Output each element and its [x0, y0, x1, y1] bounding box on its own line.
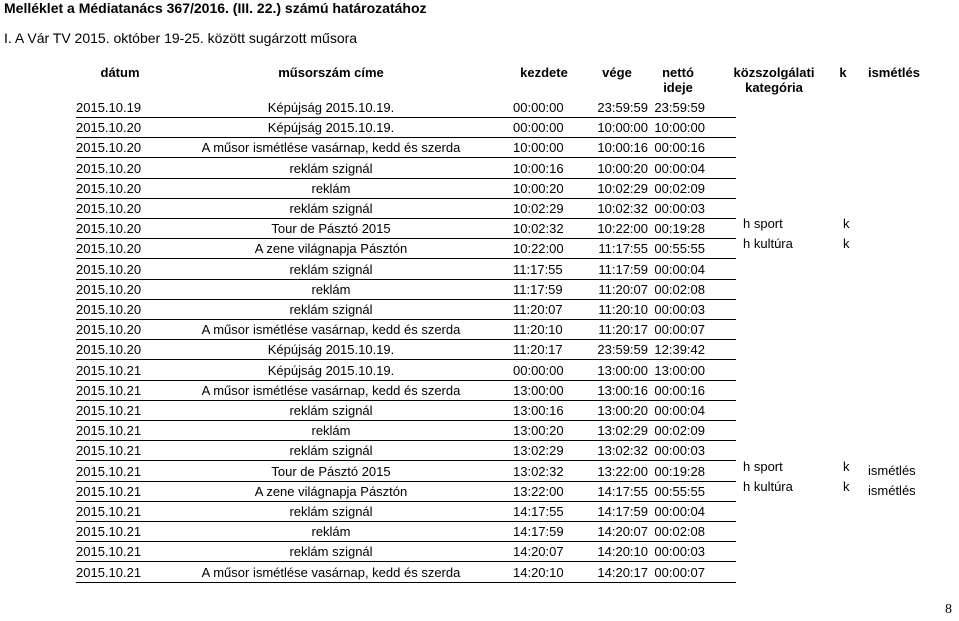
table-row: [76, 118, 736, 138]
document-subtitle: I. A Vár TV 2015. október 19-25. között sugárzott műsora: [4, 30, 358, 46]
cell-date: 2015.10.21: [76, 382, 142, 398]
cell-start: 14:20:07: [513, 544, 564, 560]
document-title: Melléklet a Médiatanács 367/2016. (III. 22.) számú határozatához: [4, 0, 427, 16]
cell-start: 11:17:59: [513, 281, 563, 297]
header-net-line2: ideje: [663, 80, 693, 95]
cell-end: 13:00:00: [597, 362, 648, 378]
table-row: [76, 138, 736, 158]
cell-start: 13:00:20: [513, 423, 564, 439]
header-net-duration: [640, 65, 716, 95]
cell-date: 2015.10.19: [76, 100, 142, 115]
cell-start: 13:22:00: [513, 483, 564, 499]
header-program-title: műsorszám címe: [278, 65, 384, 80]
cell-start: 13:02:29: [513, 443, 564, 459]
cell-end: 14:17:55: [597, 483, 648, 499]
cell-end: 11:17:59: [598, 261, 648, 277]
cell-program-title: A műsor ismétlése vasárnap, kedd és szerda: [201, 564, 461, 580]
cell-end: 13:02:32: [597, 443, 648, 459]
cell-date: 2015.10.21: [76, 463, 142, 479]
cell-end: 23:59:59: [597, 342, 648, 358]
cell-date: 2015.10.21: [76, 504, 142, 519]
cell-start: 10:00:20: [513, 180, 564, 196]
cell-date: 2015.10.21: [76, 564, 142, 580]
cell-date: 2015.10.21: [76, 483, 142, 499]
cell-start: 14:20:10: [513, 564, 564, 580]
table-row: [76, 522, 736, 542]
cell-public-category: h sport: [743, 458, 783, 474]
cell-net-duration: 00:00:16: [654, 382, 705, 398]
cell-program-title: Képújság 2015.10.19.: [267, 100, 395, 115]
cell-program-title: reklám szignál: [289, 201, 373, 216]
cell-net-duration: 00:00:04: [654, 504, 705, 519]
cell-net-duration: 00:19:28: [654, 463, 705, 479]
cell-net-duration: 00:00:07: [654, 564, 705, 580]
cell-program-title: reklám szignál: [289, 443, 373, 459]
cell-start: 00:00:00: [513, 362, 564, 378]
table-row: [76, 320, 736, 340]
cell-public-category: h kultúra: [743, 236, 793, 252]
cell-program-title: reklám szignál: [289, 160, 373, 176]
cell-start: 00:00:00: [513, 100, 564, 115]
cell-net-duration: 00:00:03: [654, 302, 705, 317]
cell-program-title: A műsor ismétlése vasárnap, kedd és szerda: [201, 140, 461, 156]
cell-repeat: ismétlés: [868, 482, 916, 498]
table-row: [76, 219, 736, 239]
cell-start: 13:00:16: [513, 403, 564, 418]
table-row: [76, 340, 736, 360]
cell-start: 11:20:17: [513, 342, 563, 358]
cell-net-duration: 00:00:04: [654, 160, 705, 176]
cell-date: 2015.10.20: [76, 180, 142, 196]
cell-program-title: reklám szignál: [289, 261, 373, 277]
table-row: [76, 421, 736, 441]
cell-end: 10:00:16: [597, 140, 648, 156]
table-row: [76, 502, 736, 522]
table-row: [76, 239, 736, 259]
page-number: 8: [945, 602, 952, 617]
table-row: [76, 199, 736, 219]
cell-end: 13:02:29: [597, 423, 648, 439]
cell-end: 13:22:00: [597, 463, 648, 479]
cell-net-duration: 12:39:42: [654, 342, 705, 358]
cell-program-title: A műsor ismétlése vasárnap, kedd és szerda: [201, 382, 461, 398]
cell-program-title: reklám szignál: [289, 302, 373, 317]
cell-program-title: reklám: [311, 423, 351, 439]
cell-program-title: reklám szignál: [289, 403, 373, 418]
cell-end: 10:22:00: [597, 221, 648, 237]
cell-date: 2015.10.20: [76, 221, 142, 237]
cell-end: 11:20:17: [598, 322, 648, 338]
table-row: [76, 482, 736, 502]
table-row: [76, 542, 736, 562]
cell-k: k: [843, 458, 850, 474]
cell-start: 00:00:00: [513, 120, 564, 136]
cell-date: 2015.10.21: [76, 362, 142, 378]
cell-net-duration: 00:55:55: [654, 241, 705, 257]
cell-start: 10:02:32: [513, 221, 564, 237]
table-row: [76, 441, 736, 461]
cell-date: 2015.10.20: [76, 140, 142, 156]
cell-end: 10:00:00: [597, 120, 648, 136]
cell-net-duration: 23:59:59: [654, 100, 705, 115]
cell-date: 2015.10.20: [76, 160, 142, 176]
header-net-line1: nettó: [662, 65, 694, 80]
header-public-line1: közszolgálati: [733, 65, 815, 80]
cell-public-category: h sport: [743, 216, 783, 232]
header-public-category: [724, 65, 824, 95]
cell-end: 23:59:59: [597, 100, 648, 115]
cell-date: 2015.10.20: [76, 261, 142, 277]
cell-date: 2015.10.21: [76, 544, 142, 560]
header-date: dátum: [100, 65, 140, 80]
cell-date: 2015.10.20: [76, 201, 142, 216]
cell-net-duration: 00:02:08: [654, 524, 705, 540]
cell-date: 2015.10.20: [76, 322, 142, 338]
cell-start: 11:20:10: [513, 322, 563, 338]
table-row: [76, 401, 736, 421]
cell-start: 11:20:07: [513, 302, 563, 317]
cell-end: 13:00:20: [597, 403, 648, 418]
header-repeat: ismétlés: [867, 65, 921, 80]
cell-start: 14:17:59: [513, 524, 564, 540]
cell-end: 14:20:10: [597, 544, 648, 560]
cell-end: 14:20:17: [597, 564, 648, 580]
cell-net-duration: 00:00:03: [654, 443, 705, 459]
table-row: [76, 179, 736, 199]
cell-date: 2015.10.20: [76, 342, 142, 358]
cell-net-duration: 00:02:08: [654, 281, 705, 297]
table-row: [76, 563, 736, 583]
cell-repeat: ismétlés: [868, 462, 916, 478]
cell-net-duration: 00:00:03: [654, 201, 705, 216]
cell-end: 11:20:07: [598, 281, 648, 297]
cell-program-title: A műsor ismétlése vasárnap, kedd és szerda: [201, 322, 461, 338]
cell-date: 2015.10.21: [76, 443, 142, 459]
cell-net-duration: 10:00:00: [654, 120, 705, 136]
cell-k: k: [843, 216, 850, 232]
cell-date: 2015.10.21: [76, 524, 142, 540]
cell-program-title: reklám szignál: [289, 504, 373, 519]
cell-date: 2015.10.20: [76, 120, 142, 136]
cell-program-title: reklám: [311, 524, 351, 540]
cell-end: 10:02:29: [597, 180, 648, 196]
cell-start: 10:02:29: [513, 201, 564, 216]
cell-k: k: [843, 478, 850, 494]
cell-date: 2015.10.20: [76, 302, 142, 317]
cell-public-category: h kultúra: [743, 478, 793, 494]
table-row: [76, 300, 736, 320]
cell-net-duration: 00:00:04: [654, 261, 705, 277]
cell-program-title: Képújság 2015.10.19.: [267, 120, 395, 136]
cell-start: 10:22:00: [513, 241, 564, 257]
cell-start: 14:17:55: [513, 504, 564, 519]
header-k: k: [839, 65, 847, 80]
table-row: [76, 462, 736, 482]
cell-program-title: Képújság 2015.10.19.: [267, 362, 395, 378]
cell-program-title: Képújság 2015.10.19.: [267, 342, 395, 358]
table-row: [76, 361, 736, 381]
cell-net-duration: 00:00:04: [654, 403, 705, 418]
cell-end: 14:17:59: [597, 504, 648, 519]
cell-date: 2015.10.20: [76, 281, 142, 297]
cell-net-duration: 00:02:09: [654, 423, 705, 439]
cell-net-duration: 00:00:03: [654, 544, 705, 560]
cell-start: 13:02:32: [513, 463, 564, 479]
cell-start: 10:00:00: [513, 140, 564, 156]
cell-end: 13:00:16: [597, 382, 648, 398]
cell-end: 11:17:55: [598, 241, 648, 257]
header-start: kezdete: [520, 65, 568, 80]
cell-net-duration: 00:19:28: [654, 221, 705, 237]
cell-k: k: [843, 236, 850, 252]
cell-date: 2015.10.21: [76, 423, 142, 439]
cell-program-title: Tour de Pásztó 2015: [271, 463, 391, 479]
cell-program-title: reklám szignál: [289, 544, 373, 560]
table-row: [76, 98, 736, 118]
cell-net-duration: 00:02:09: [654, 180, 705, 196]
table-row: [76, 260, 736, 280]
cell-date: 2015.10.20: [76, 241, 142, 257]
cell-start: 10:00:16: [513, 160, 564, 176]
header-public-line2: kategória: [745, 80, 803, 95]
cell-program-title: A zene világnapja Pásztón: [254, 241, 408, 257]
cell-program-title: Tour de Pásztó 2015: [271, 221, 391, 237]
header-end: vége: [602, 65, 632, 80]
cell-end: 10:00:20: [597, 160, 648, 176]
cell-end: 10:02:32: [597, 201, 648, 216]
cell-end: 14:20:07: [597, 524, 648, 540]
cell-start: 11:17:55: [513, 261, 563, 277]
cell-program-title: reklám: [311, 180, 351, 196]
cell-net-duration: 00:55:55: [654, 483, 705, 499]
table-row: [76, 159, 736, 179]
cell-program-title: A zene világnapja Pásztón: [254, 483, 408, 499]
cell-date: 2015.10.21: [76, 403, 142, 418]
table-row: [76, 280, 736, 300]
cell-net-duration: 00:00:16: [654, 140, 705, 156]
cell-start: 13:00:00: [513, 382, 564, 398]
table-row: [76, 381, 736, 401]
cell-net-duration: 13:00:00: [654, 362, 705, 378]
cell-net-duration: 00:00:07: [654, 322, 705, 338]
cell-end: 11:20:10: [598, 302, 648, 317]
cell-program-title: reklám: [311, 281, 351, 297]
